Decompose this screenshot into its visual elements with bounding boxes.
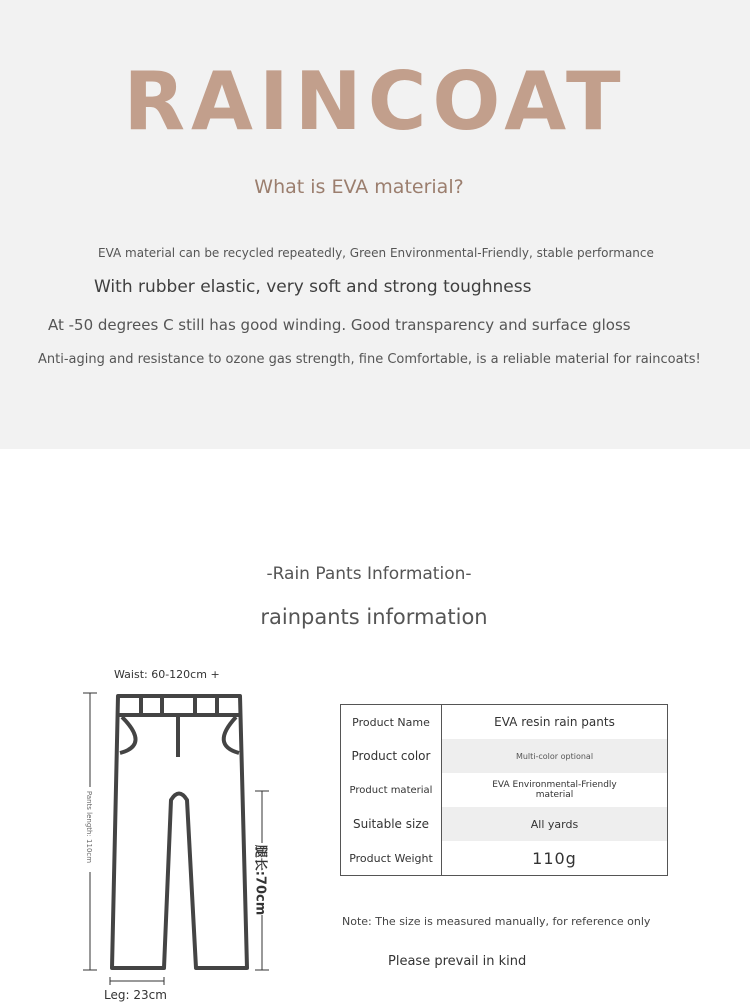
pants-icon — [78, 665, 288, 1005]
table-row — [341, 739, 668, 773]
spec-value: EVA resin rain pants — [494, 715, 615, 729]
table-row — [341, 705, 668, 740]
spec-value-text: EVA Environmental-Friendly material — [492, 780, 617, 800]
size-note: Note: The size is measured manually, for reference only — [342, 915, 651, 928]
prevail-note: Please prevail in kind — [388, 954, 527, 969]
intro-line-2: With rubber elastic, very soft and strong toughness — [94, 277, 532, 297]
intro-line-1: EVA material can be recycled repeatedly, Green Environmental-Friendly, stable performance — [98, 246, 654, 260]
table-row — [341, 841, 668, 876]
intro-subtitle: What is EVA material? — [254, 176, 464, 198]
spec-value — [442, 773, 668, 807]
leg-length-label: 腿长:70cm — [252, 844, 268, 916]
spec-value: All yards — [442, 807, 668, 841]
section-title: -Rain Pants Information- — [266, 564, 472, 584]
leg-width-label: Leg: 23cm — [104, 988, 167, 1002]
spec-key: Product Weight — [341, 841, 442, 876]
intro-line-3: At -50 degrees C still has good winding. Good transparency and surface gloss — [48, 316, 631, 334]
table-row — [341, 773, 668, 807]
spec-table — [340, 704, 668, 876]
spec-value: Multi-color optional — [442, 739, 668, 773]
spec-key: Suitable size — [341, 807, 442, 841]
table-row — [341, 807, 668, 841]
spec-key: Product Name — [341, 705, 442, 740]
spec-key: Product color — [341, 739, 442, 773]
spec-value: 110g — [532, 848, 577, 868]
pants-length-label: Pants length: 110cm — [85, 790, 93, 864]
section-subtitle: rainpants information — [260, 605, 488, 629]
brand-title: RAINCOAT — [123, 55, 627, 148]
spec-key: Product material — [341, 773, 442, 807]
waist-label: Waist: 60-120cm + — [114, 668, 220, 681]
intro-line-4: Anti-aging and resistance to ozone gas strength, fine Comfortable, is a reliable material for raincoats! — [38, 352, 701, 367]
